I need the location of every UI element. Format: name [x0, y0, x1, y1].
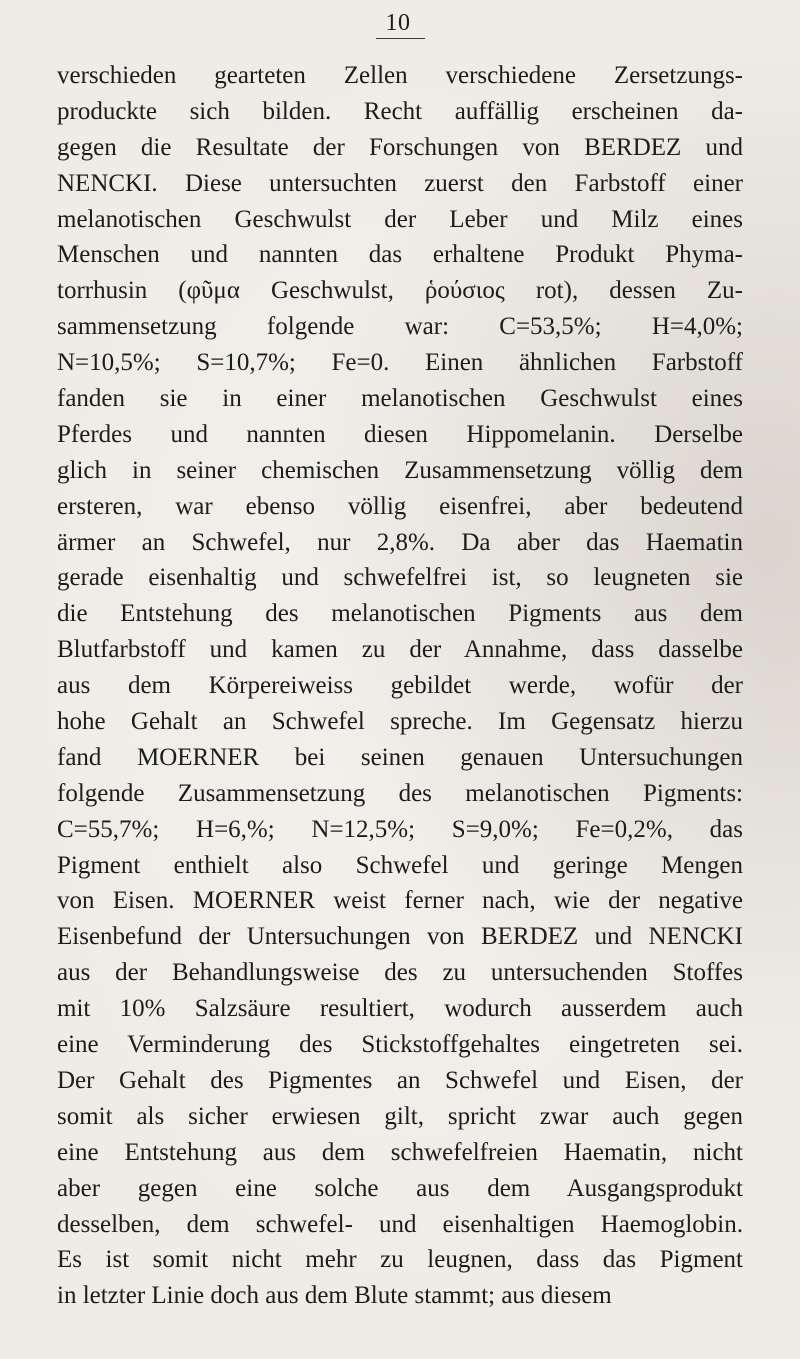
text-line: aber gegen eine solche aus dem Ausgangsprodukt: [57, 1174, 743, 1202]
text-line: Es ist somit nicht mehr zu leugnen, dass das Pigment: [57, 1246, 743, 1274]
text-line: aus dem Körpereiweiss gebildet werde, wofür der: [57, 672, 743, 700]
text-line: Pigment enthielt also Schwefel und geringe Mengen: [57, 851, 743, 879]
text-line: fanden sie in einer melanotischen Geschwulst eines: [57, 385, 743, 413]
text-line: glich in seiner chemischen Zusammensetzung völlig dem: [57, 456, 743, 484]
text-line: Blutfarbstoff und kamen zu der Annahme, dass dasselbe: [57, 636, 743, 664]
text-line: gegen die Resultate der Forschungen von BERDEZ und: [57, 133, 743, 161]
text-line: aus der Behandlungsweise des zu untersuchenden Stoffes: [57, 959, 743, 987]
text-line: in letzter Linie doch aus dem Blute stammt; aus diesem: [57, 1282, 612, 1310]
text-line: verschieden gearteten Zellen verschiedene Zersetzungs-: [57, 62, 743, 89]
text-line: eine Entstehung aus dem schwefelfreien Haematin, nicht: [57, 1138, 743, 1166]
text-line: ersteren, war ebenso völlig eisenfrei, aber bedeutend: [57, 492, 743, 520]
text-line: NENCKI. Diese untersuchten zuerst den Farbstoff einer: [57, 169, 743, 197]
text-line: Pferdes und nannten diesen Hippomelanin. Derselbe: [57, 420, 743, 448]
text-line: von Eisen. MOERNER weist ferner nach, wie der negative: [57, 887, 743, 915]
text-line: ärmer an Schwefel, nur 2,8%. Da aber das Haematin: [57, 528, 743, 556]
body-text: [57, 58, 743, 1314]
text-line: eine Verminderung des Stickstoffgehaltes eingetreten sei.: [57, 1031, 743, 1059]
text-line: gerade eisenhaltig und schwefelfrei ist, so leugneten sie: [57, 564, 743, 592]
text-line: torrhusin (φῦμα Geschwulst, ῥούσιος rot), dessen Zu-: [57, 277, 743, 305]
page-number: [0, 8, 800, 39]
text-line: desselben, dem schwefel- und eisenhaltigen Haemoglobin.: [57, 1210, 743, 1238]
text-line: Menschen und nannten das erhaltene Produkt Phyma-: [57, 241, 743, 269]
text-line: Der Gehalt des Pigmentes an Schwefel und Eisen, der: [57, 1066, 743, 1094]
text-line: Eisenbefund der Untersuchungen von BERDEZ und NENCKI: [57, 923, 743, 951]
text-line: melanotischen Geschwulst der Leber und Milz eines: [57, 205, 743, 233]
text-line: mit 10% Salzsäure resultiert, wodurch ausserdem auch: [57, 995, 743, 1023]
text-line: N=10,5%; S=10,7%; Fe=0. Einen ähnlichen Farbstoff: [57, 349, 743, 377]
text-line: folgende Zusammensetzung des melanotischen Pigments:: [57, 779, 743, 807]
text-line: produckte sich bilden. Recht auffällig erscheinen da-: [57, 97, 743, 125]
text-line: sammensetzung folgende war: C=53,5%; H=4,0%;: [57, 313, 743, 341]
text-line: C=55,7%; H=6,%; N=12,5%; S=9,0%; Fe=0,2%, das: [57, 815, 743, 843]
text-line: die Entstehung des melanotischen Pigments aus dem: [57, 600, 743, 628]
text-line: fand MOERNER bei seinen genauen Untersuchungen: [57, 743, 743, 771]
text-line: somit als sicher erwiesen gilt, spricht zwar auch gegen: [57, 1102, 743, 1130]
page-number-text: 10: [376, 8, 425, 39]
text-line: hohe Gehalt an Schwefel spreche. Im Gegensatz hierzu: [57, 708, 743, 736]
